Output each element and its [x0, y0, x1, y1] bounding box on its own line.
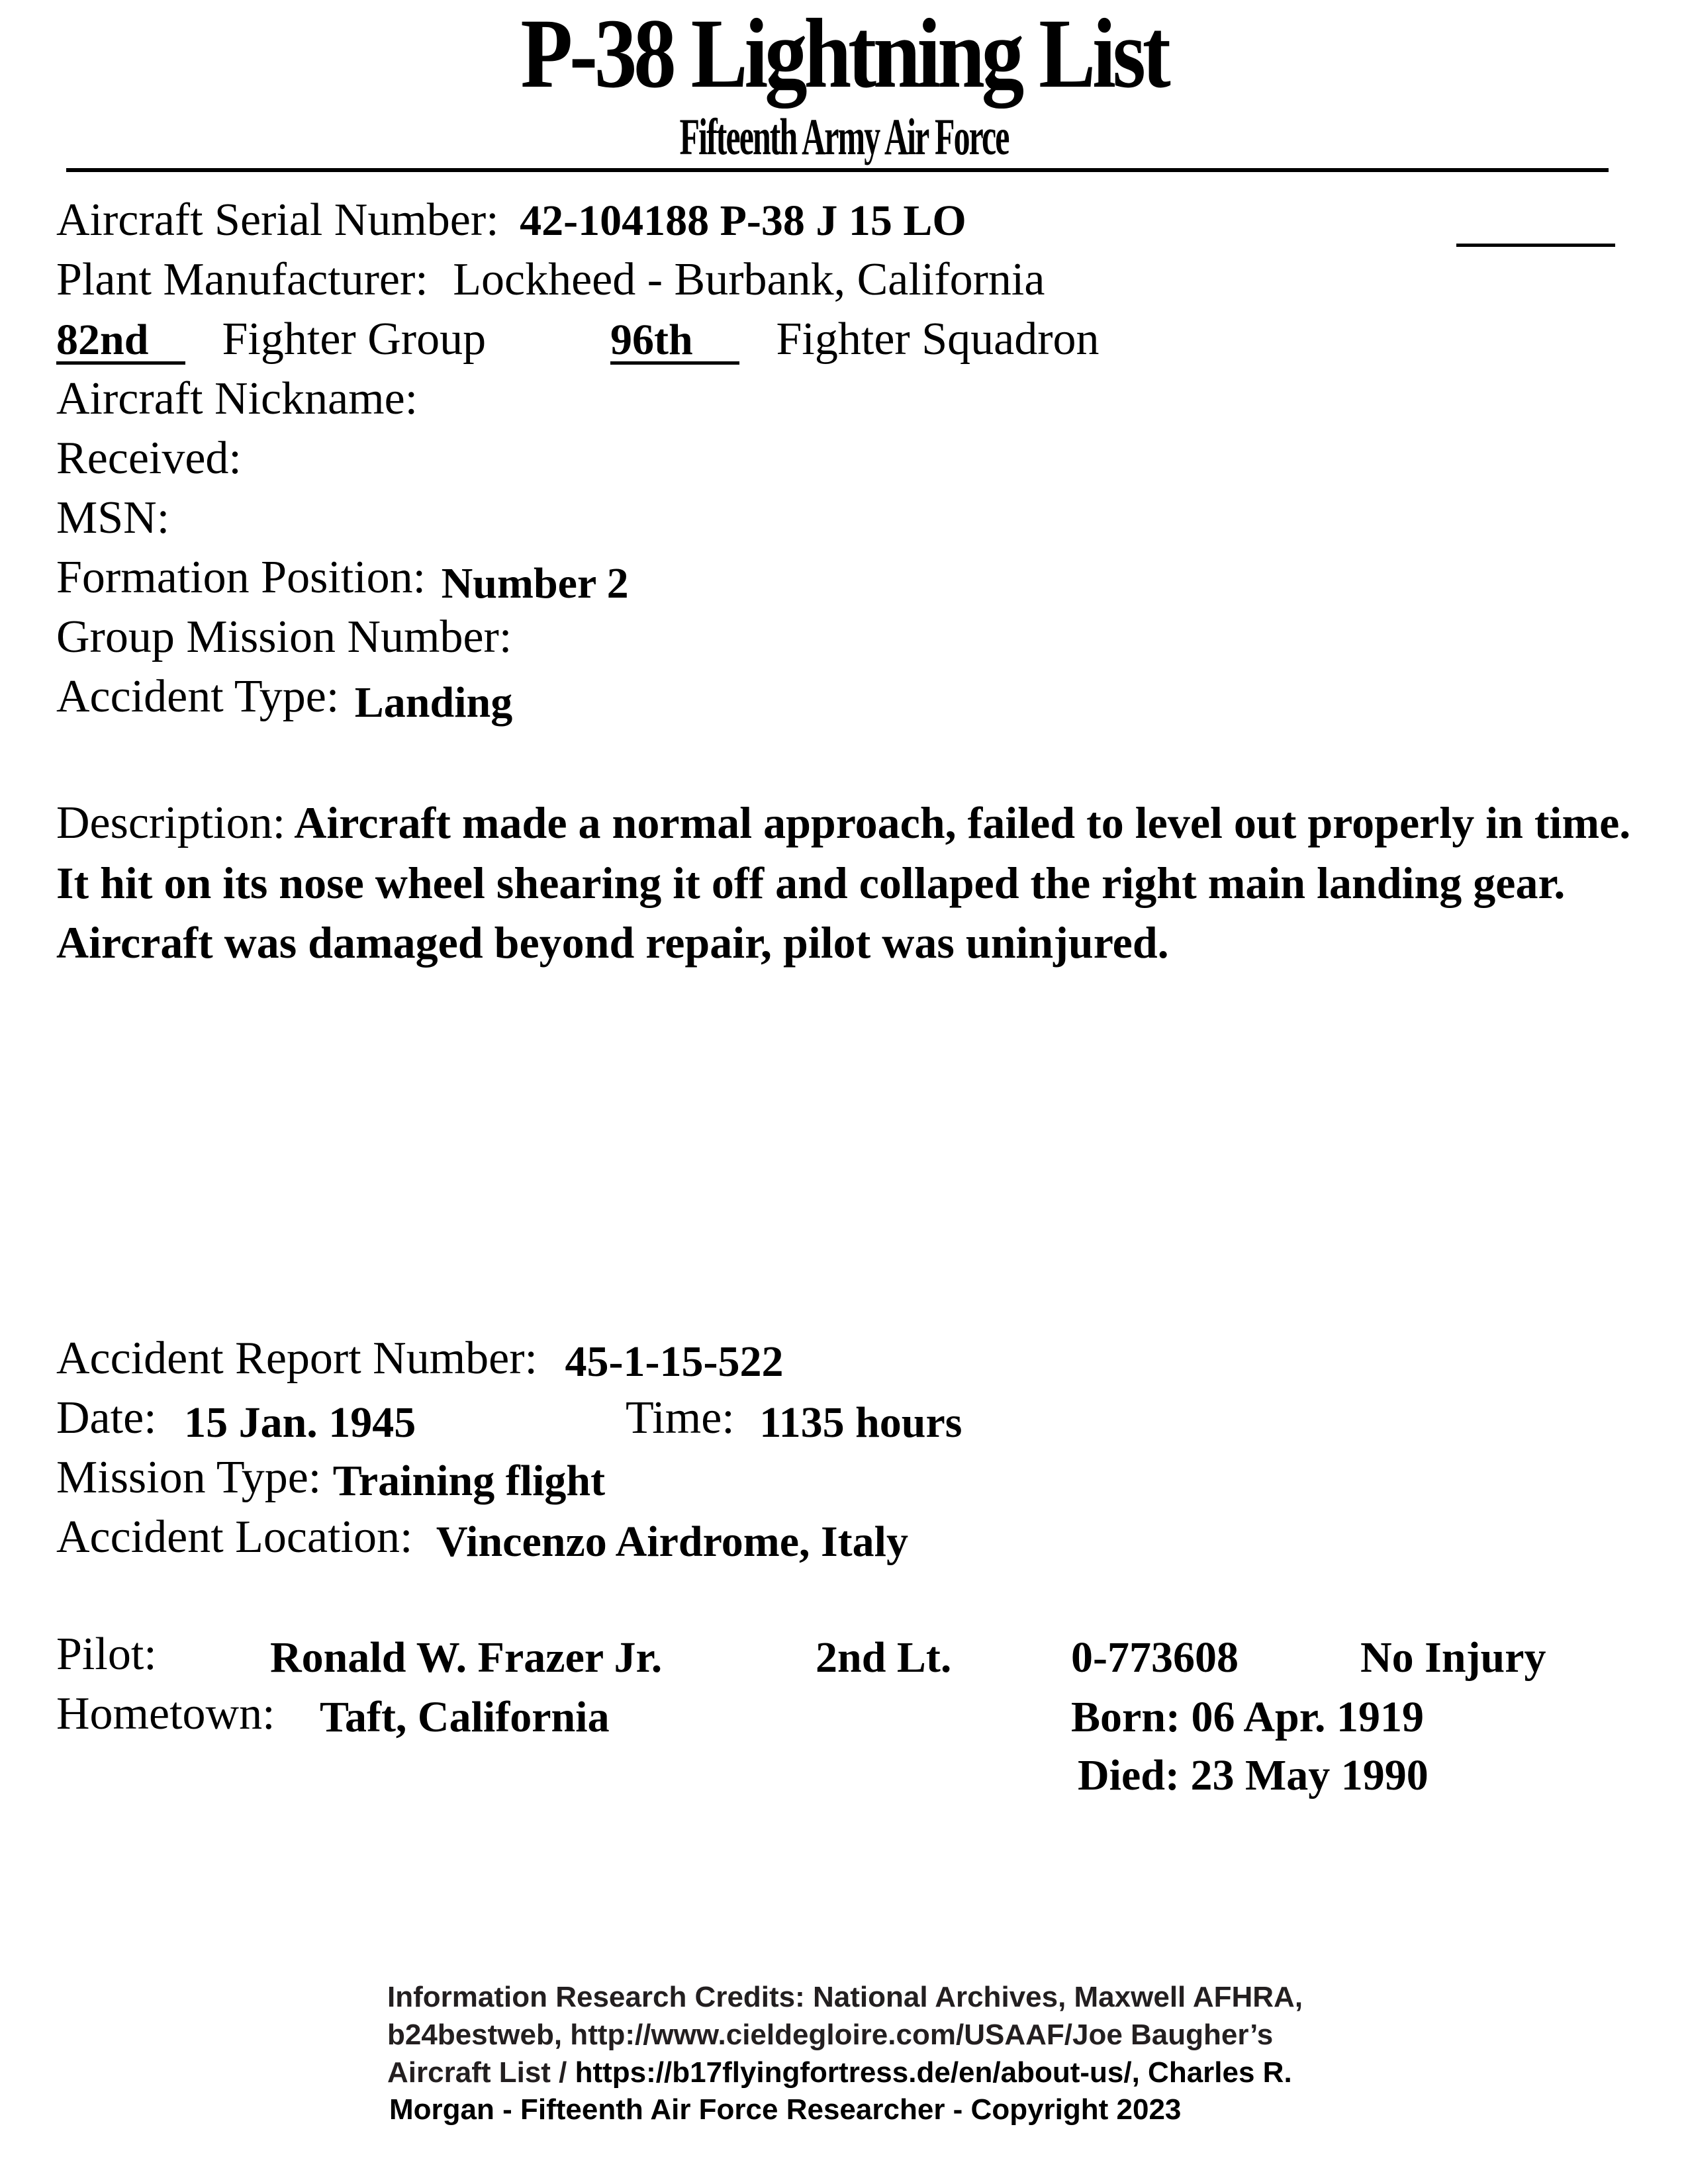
formation-label: Formation Position: — [56, 552, 426, 603]
serial-value: 42-104188 P-38 J 15 LO — [520, 197, 966, 245]
page-subtitle: Fifteenth Army Air Force — [679, 108, 1009, 165]
credits-line-4: Morgan - Fifteenth Air Force Researcher - Copyright 2023 — [389, 2093, 1182, 2126]
report-row — [56, 1333, 784, 1386]
squadron-number: 96th — [610, 320, 739, 365]
page-title: P-38 Lightning List — [520, 0, 1168, 109]
pilot-status: No Injury — [1360, 1633, 1546, 1682]
serial-label: Aircraft Serial Number: — [56, 195, 499, 246]
mission-type-row — [56, 1452, 606, 1505]
description-text: Aircraft made a normal approach, failed to level out properly in time. It hit on its nose wheel shearing it off and collaped the right main landing gear. Aircraft was damaged beyond repair, pilot was uninjured. — [56, 797, 1631, 968]
plant-label: Plant Manufacturer: — [56, 254, 428, 305]
formation-value: Number 2 — [441, 559, 629, 608]
serial-row — [56, 197, 966, 244]
report-label: Accident Report Number: — [56, 1333, 538, 1384]
blank-line — [1456, 244, 1615, 247]
pilot-died: Died: 23 May 1990 — [1078, 1751, 1429, 1799]
squadron-label: Fighter Squadron — [776, 314, 1100, 365]
pilot-label: Pilot: — [56, 1629, 157, 1680]
description-label: Description: — [56, 797, 286, 848]
mission-type-value: Training flight — [332, 1457, 606, 1505]
date-label: Date: — [56, 1392, 157, 1443]
formation-row — [56, 552, 629, 608]
pilot-name: Ronald W. Frazer Jr. — [270, 1633, 663, 1682]
pilot-serial: 0-773608 — [1071, 1633, 1239, 1682]
pilot-born: Born: 06 Apr. 1919 — [1071, 1693, 1424, 1741]
group-label: Fighter Group — [222, 314, 487, 365]
accident-type-label: Accident Type: — [56, 671, 340, 722]
group-row — [56, 316, 486, 365]
hometown-value: Taft, California — [320, 1693, 610, 1741]
credits-line-2: b24bestweb, http://www.cieldegloire.com/USAAF/Joe Baugher’s — [387, 2019, 1274, 2051]
credits-line-3 — [387, 2054, 1292, 2091]
hometown-label: Hometown: — [56, 1688, 275, 1739]
report-value: 45-1-15-522 — [565, 1338, 784, 1386]
squadron-row — [610, 316, 1100, 365]
location-value: Vincenzo Airdrome, Italy — [436, 1518, 908, 1566]
plant-value: Lockheed - Burbank, California — [453, 254, 1045, 305]
accident-type-value: Landing — [354, 678, 513, 727]
msn-label: MSN: — [56, 492, 170, 543]
date-row — [56, 1392, 416, 1447]
time-value: 1135 hours — [759, 1398, 962, 1447]
credits-line-1: Information Research Credits: National Archives, Maxwell AFHRA, — [387, 1981, 1303, 2013]
received-label: Received: — [56, 433, 242, 484]
group-number: 82nd — [56, 320, 185, 365]
plant-row — [56, 254, 1045, 305]
group-mission-label: Group Mission Number: — [56, 612, 512, 662]
location-label: Accident Location: — [56, 1512, 413, 1563]
time-row — [626, 1392, 962, 1447]
credits-line-3b: https://b17flyingfortress.de/en/about-us/, Charles R. — [575, 2056, 1292, 2089]
accident-type-row — [56, 671, 513, 727]
nickname-label: Aircraft Nickname: — [56, 373, 418, 424]
pilot-rank: 2nd Lt. — [816, 1633, 952, 1682]
location-row — [56, 1512, 908, 1566]
header-divider — [66, 168, 1609, 172]
credits-line-3a: Aircraft List / — [387, 2056, 575, 2089]
mission-type-label: Mission Type: — [56, 1452, 322, 1503]
date-value: 15 Jan. 1945 — [184, 1398, 416, 1447]
description-block — [56, 793, 1652, 972]
time-label: Time: — [626, 1392, 735, 1443]
